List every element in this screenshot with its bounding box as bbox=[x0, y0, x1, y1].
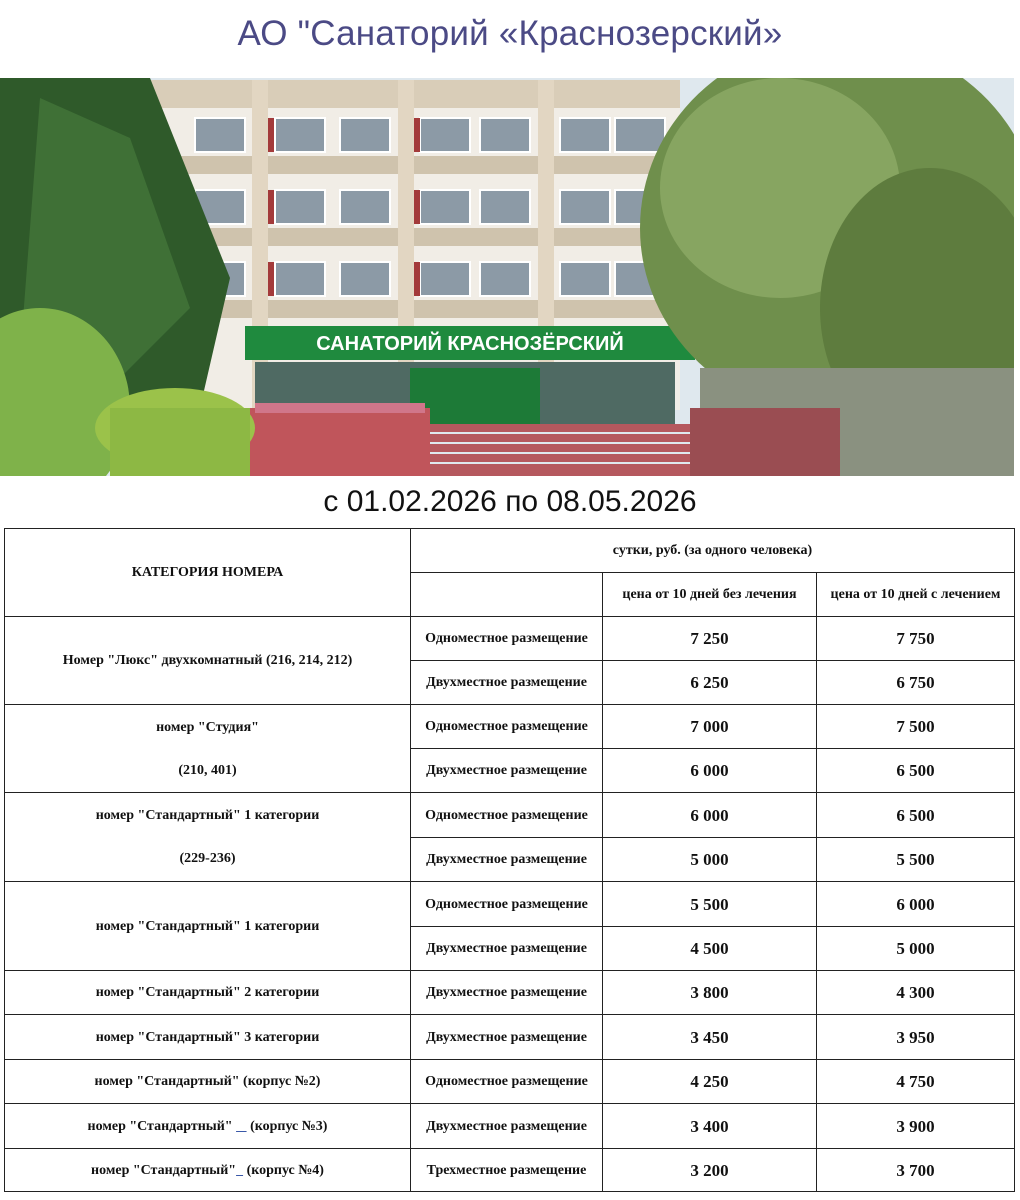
price-without-treatment: 5 500 bbox=[603, 882, 817, 927]
group-header: сутки, руб. (за одного человека) bbox=[411, 529, 1015, 573]
category-cell: номер "Стандартный" (корпус №4) bbox=[5, 1149, 411, 1192]
placement-cell: Одноместное размещение bbox=[411, 1060, 603, 1104]
price-without-treatment: 5 000 bbox=[603, 838, 817, 882]
sanatorium-photo bbox=[0, 78, 1014, 476]
price-with-treatment: 5 000 bbox=[817, 927, 1015, 971]
category-cell: номер "Студия" (210, 401) bbox=[5, 705, 411, 793]
price-without-treatment: 3 800 bbox=[603, 971, 817, 1015]
price-with-treatment: 4 300 bbox=[817, 971, 1015, 1015]
placement-cell: Трехместное размещение bbox=[411, 1149, 603, 1192]
price-without-treatment: 4 500 bbox=[603, 927, 817, 971]
price-without-treatment: 3 400 bbox=[603, 1104, 817, 1149]
category-cell: номер "Стандартный" (корпус №3) bbox=[5, 1104, 411, 1149]
price-with-treatment: 3 700 bbox=[817, 1149, 1015, 1192]
category-cell: номер "Стандартный" 3 категории bbox=[5, 1015, 411, 1060]
price-with-treatment: 7 750 bbox=[817, 617, 1015, 661]
price-with-treatment: 6 500 bbox=[817, 749, 1015, 793]
price-without-treatment: 3 450 bbox=[603, 1015, 817, 1060]
price-with-treatment: 6 750 bbox=[817, 661, 1015, 705]
placement-cell: Двухместное размещение bbox=[411, 749, 603, 793]
price-with-treatment: 7 500 bbox=[817, 705, 1015, 749]
category-cell: Номер "Люкс" двухкомнатный (216, 214, 212) bbox=[5, 617, 411, 705]
price-without-treatment: 6 000 bbox=[603, 793, 817, 838]
price-without-treatment: 6 000 bbox=[603, 749, 817, 793]
category-cell: номер "Стандартный" (корпус №2) bbox=[5, 1060, 411, 1104]
price-without-treatment: 7 000 bbox=[603, 705, 817, 749]
col-header-with-treatment: цена от 10 дней с лечением bbox=[817, 573, 1015, 617]
category-header: КАТЕГОРИЯ НОМЕРА bbox=[5, 529, 411, 617]
col-header-without-treatment: цена от 10 дней без лечения bbox=[603, 573, 817, 617]
placement-cell: Двухместное размещение bbox=[411, 927, 603, 971]
price-table bbox=[4, 528, 1015, 1192]
price-with-treatment: 3 950 bbox=[817, 1015, 1015, 1060]
price-without-treatment: 6 250 bbox=[603, 661, 817, 705]
category-cell: номер "Стандартный" 2 категории bbox=[5, 971, 411, 1015]
placement-cell: Двухместное размещение bbox=[411, 838, 603, 882]
placement-cell: Двухместное размещение bbox=[411, 971, 603, 1015]
price-with-treatment: 5 500 bbox=[817, 838, 1015, 882]
placement-cell: Одноместное размещение bbox=[411, 793, 603, 838]
price-with-treatment: 6 500 bbox=[817, 793, 1015, 838]
placement-cell: Двухместное размещение bbox=[411, 1015, 603, 1060]
category-cell: номер "Стандартный" 1 категории bbox=[5, 882, 411, 971]
price-without-treatment: 3 200 bbox=[603, 1149, 817, 1192]
page-title: АО "Санаторий «Краснозерский» bbox=[237, 14, 783, 53]
price-with-treatment: 6 000 bbox=[817, 882, 1015, 927]
price-with-treatment: 3 900 bbox=[817, 1104, 1015, 1149]
placement-header-empty bbox=[411, 573, 603, 617]
placement-cell: Одноместное размещение bbox=[411, 882, 603, 927]
placement-cell: Одноместное размещение bbox=[411, 705, 603, 749]
building-sign-text: САНАТОРИЙ КРАСНОЗЁРСКИЙ bbox=[316, 333, 624, 355]
placement-cell: Двухместное размещение bbox=[411, 1104, 603, 1149]
price-with-treatment: 4 750 bbox=[817, 1060, 1015, 1104]
placement-cell: Одноместное размещение bbox=[411, 617, 603, 661]
placement-cell: Двухместное размещение bbox=[411, 661, 603, 705]
category-cell: номер "Стандартный" 1 категории (229-236) bbox=[5, 793, 411, 882]
price-period: с 01.02.2026 по 08.05.2026 bbox=[323, 485, 697, 518]
price-without-treatment: 7 250 bbox=[603, 617, 817, 661]
price-without-treatment: 4 250 bbox=[603, 1060, 817, 1104]
